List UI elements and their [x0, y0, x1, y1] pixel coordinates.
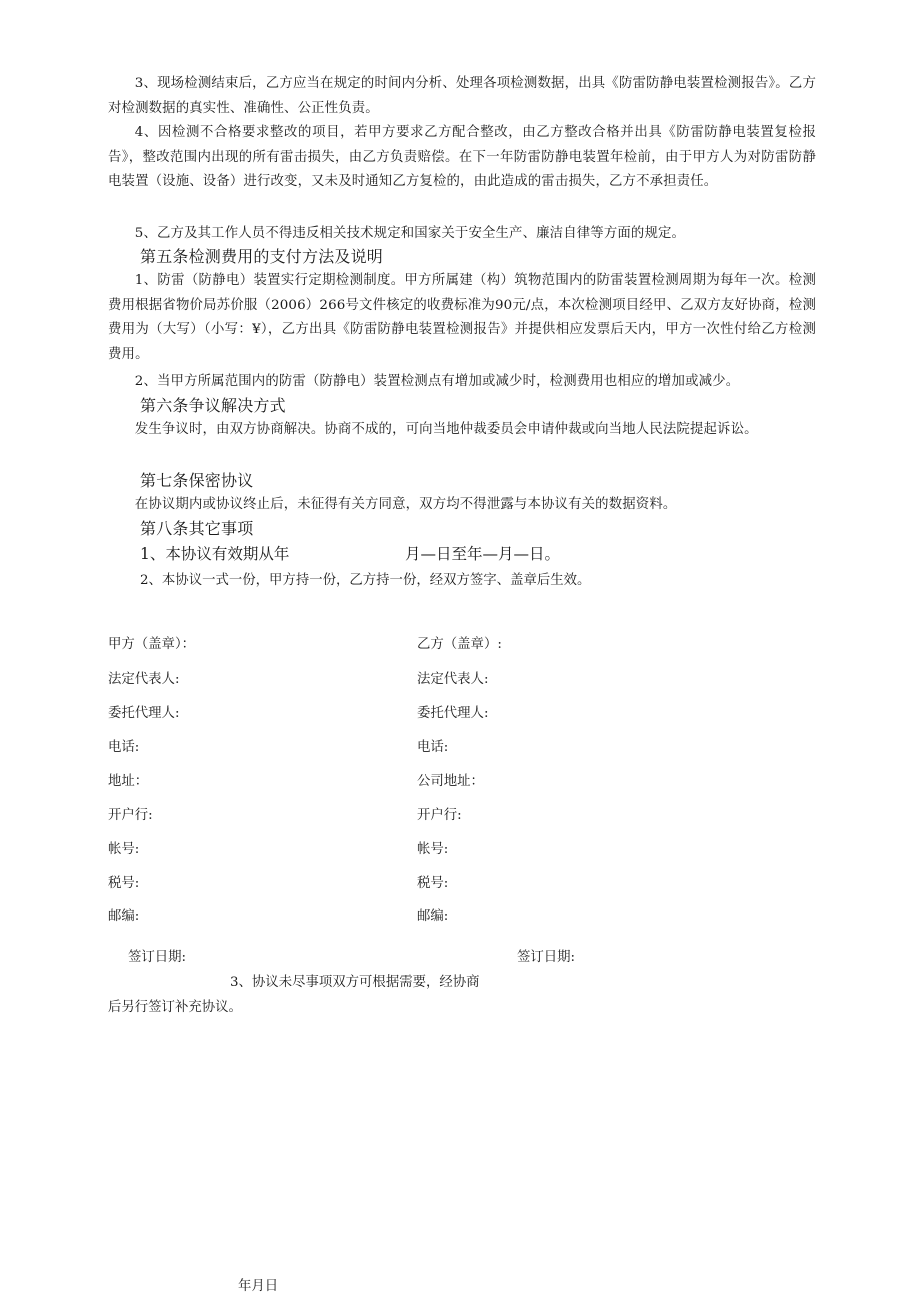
party-b-postcode: 邮编: — [417, 909, 449, 924]
party-a-agent: 委托代理人: — [108, 706, 180, 721]
party-b-sign-date: 签订日期: — [517, 950, 576, 965]
clause8-item3-start: 3、协议未尽事项双方可根据需要，经协商 — [230, 975, 480, 990]
clause7-body: 在协议期内或协议终止后，未征得有关方同意，双方均不得泄露与本协议有关的数据资料。 — [134, 497, 677, 512]
clause4-item5: 5、乙方及其工作人员不得违反相关技术规定和国家关于安全生产、廉洁自律等方面的规定。 — [134, 226, 686, 241]
party-b-agent: 委托代理人: — [417, 706, 489, 721]
party-b-address: 公司地址： — [417, 774, 484, 789]
party-a-postcode: 邮编: — [108, 909, 140, 924]
party-a-address: 地址： — [108, 774, 149, 789]
party-a-tax-no: 税号: — [108, 876, 140, 891]
party-a-legal-rep: 法定代表人: — [108, 672, 180, 687]
clause8-item3-end: 后另行签订补充协议。 — [108, 1000, 242, 1015]
clause5-title: 第五条检测费用的支付方法及说明 — [140, 247, 384, 266]
party-b-bank: 开户行: — [417, 808, 462, 823]
clause6-title: 第六条争议解决方式 — [140, 396, 286, 415]
party-b-legal-rep: 法定代表人: — [417, 672, 489, 687]
party-a-account: 帐号: — [108, 842, 140, 857]
clause6-body: 发生争议时，由双方协商解决。协商不成的，可向当地仲裁委员会申请仲裁或向当地人民法院提起诉讼。 — [134, 422, 758, 437]
clause8-item2: 2、本协议一式一份，甲方持一份，乙方持一份，经双方签字、盖章后生效。 — [140, 573, 591, 588]
party-b-tax-no: 税号: — [417, 876, 449, 891]
clause7-title: 第七条保密协议 — [140, 471, 254, 490]
clause8-title: 第八条其它事项 — [140, 519, 254, 538]
party-a-seal: 甲方（盖章）： — [108, 637, 196, 652]
clause8-item1-end: 月—日至年—月—日。 — [405, 545, 561, 563]
party-a-phone: 电话: — [108, 740, 140, 755]
clause8-item1-start: 1、本协议有效期从年 — [140, 545, 290, 563]
party-b-seal: 乙方（盖章）: — [417, 637, 502, 652]
party-b-account: 帐号: — [417, 842, 449, 857]
party-a-sign-date: 签订日期: — [128, 950, 187, 965]
party-b-phone: 电话: — [417, 740, 449, 755]
clause4-item3: 3、现场检测结束后，乙方应当在规定的时间内分析、处理各项检测数据，出具《防雷防静电装置检测报告》。乙方对检测数据的真实性、准确性、公正性负责。 — [108, 76, 816, 116]
clause5-item2: 2、当甲方所属范围内的防雷（防静电）装置检测点有增加或减少时，检测费用也相应的增加或减少。 — [134, 374, 740, 389]
clause5-item1: 1、防雷（防静电）装置实行定期检测制度。甲方所属建（构）筑物范围内的防雷装置检测周期为每年一次。检测费用根据省物价局苏价服（2006）266号文件核定的收费标准为90元/点，本次检测项目经甲、乙双方友好协商，检测费用为（大写）（小写：¥），乙方出具《防雷防静电装置检测报告》并提供相应发票后天内，甲方一次性付给乙方检测费用。 — [108, 273, 816, 362]
party-a-bank: 开户行: — [108, 808, 153, 823]
clause4-item4: 4、因检测不合格要求整改的项目，若甲方要求乙方配合整改，由乙方整改合格并出具《防雷防静电装置复检报告》，整改范围内出现的所有雷击损失，由乙方负责赔偿。在下一年防雷防静电装置年检前，由于甲方人为对防雷防静电装置（设施、设备）进行改变，又未及时通知乙方复检的，由此造成的雷击损失，乙方不承担责任。 — [108, 125, 816, 189]
footer-date: 年月日 — [238, 1279, 279, 1294]
